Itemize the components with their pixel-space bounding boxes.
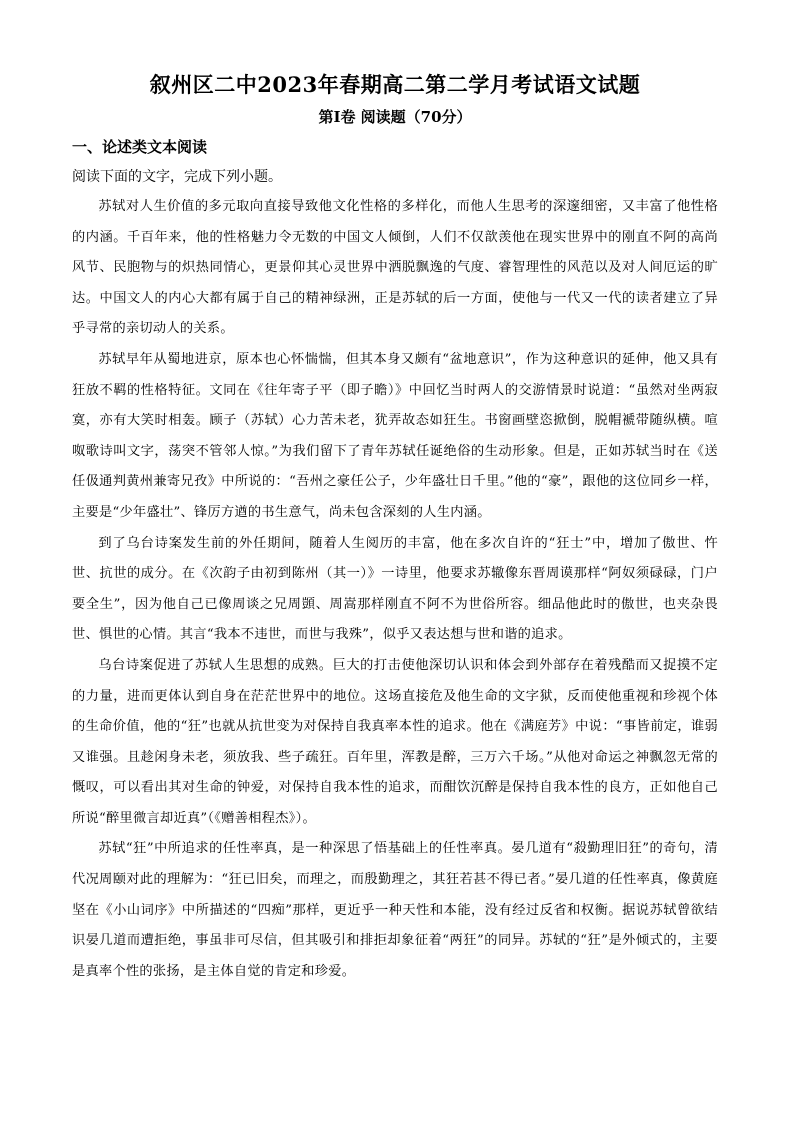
reading-instruction: 阅读下面的文字，完成下列小题。	[72, 169, 282, 185]
passage-paragraph: 到了乌台诗案发生前的外任期间，随着人生阅历的丰富，他在多次自许的“狂士”中，增加了傲世、忤世、抗世的成分。在《次韵子由初到陈州（其一）》一诗里，他要求苏辙像东晋周谟那样“阿奴须碌碌，门户要全生”，因为他自己已像周谈之兄周顗、周嵩那样刚直不阿不为世俗所容。细品他此时的傲世，也夹杂畏世、惧世的心情。其言“我本不违世，而世与我殊”，似乎又表达想与世和谐的追求。	[72, 535, 718, 643]
passage-body	[72, 192, 718, 987]
part-subtitle: 第Ⅰ卷 阅读题（70分）	[318, 108, 472, 126]
passage-paragraph: 苏轼对人生价值的多元取向直接导致他文化性格的多样化，而他人生思考的深邃细密，又丰富了他性格的内涵。千百年来，他的性格魅力令无数的中国文人倾倒，人们不仅歆羡他在现实世界中的刚直不阿的高尚风节、民胞物与的炽热同情心，更景仰其心灵世界中洒脱飘逸的气度、睿智理性的风范以及对人间厄运的旷达。中国文人的内心大都有属于自己的精神绿洲，正是苏轼的后一方面，使他与一代又一代的读者建立了异乎寻常的亲切动人的关系。	[72, 199, 718, 337]
section-heading: 一、论述类文本阅读	[72, 138, 208, 156]
passage-paragraph: 苏轼早年从蜀地进京，原本也心怀惴惴，但其本身又颇有“盆地意识”，作为这种意识的延伸，他又具有狂放不羁的性格特征。文同在《往年寄子平（即子瞻）》中回忆当时两人的交游情景时说道：“虽然对坐两寂寞，亦有大笑时相轰。顾子（苏轼）心力苦未老，犹弄故态如狂生。书窗画壁恣掀倒，脱帽褫带随纵横。喧呶歌诗叫文字，荡突不管邻人惊。”为我们留下了青年苏轼任诞绝俗的生动形象。但是，正如苏轼当时在《送任伋通判黄州兼寄兄孜》中所说的：“吾州之豪任公子，少年盛壮日千里。”他的“豪”，跟他的这位同乡一样，主要是“少年盛壮”、锋厉方遒的书生意气，尚未包含深刻的人生内涵。	[72, 351, 718, 520]
passage-paragraph: 苏轼“狂”中所追求的任性率真，是一种深思了悟基础上的任性率真。晏几道有“殺勤理旧狂”的奇句，清代况周颐对此的理解为：“狂已旧矣，而理之，而殷勤理之，其狂若甚不得已者。”晏几道的任性率真，像黄庭坚在《小山词序》中所描述的“四痴”那样，更近乎一种天性和本能，没有经过反省和权衡。据说苏轼曾欲结识晏几道而遭拒绝，事虽非可尽信，但其吸引和排拒却象征着“两狂”的同异。苏轼的“狂”是外倾式的，主要是真率个性的张扬，是主体自觉的肯定和珍爱。	[72, 841, 718, 979]
exam-title: 叙州区二中2023年春期高二第二学月考试语文试题	[149, 72, 641, 97]
passage-paragraph: 乌台诗案促进了苏轼人生思想的成熟。巨大的打击使他深切认识和体会到外部存在着残酷而又捉摸不定的力量，进而更体认到自身在茫茫世界中的地位。这场直接危及他生命的文字狱，反而使他重视和珍视个体的生命价值，他的“狂”也就从抗世变为对保持自我真率本性的追求。他在《满庭芳》中说：“事皆前定，谁弱又谁强。且趁闲身未老，须放我、些子疏狂。百年里，浑教是醉，三万六千场。”从他对命运之神飘忽无常的慨叹，可以看出其对生命的钟爱，对保持自我本性的追求，而酣饮沉醉是保持自我本性的良方，正如他自己所说“醉里微言却近真”（《赠善相程杰》）。	[72, 657, 718, 826]
